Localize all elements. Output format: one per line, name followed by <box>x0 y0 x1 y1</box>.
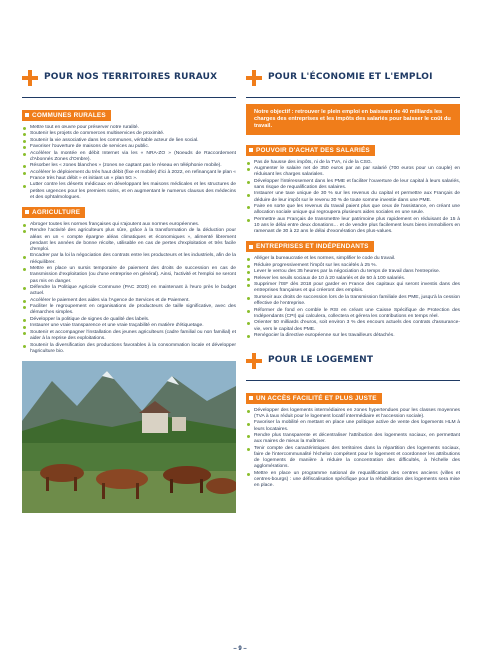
square-icon <box>249 245 253 249</box>
subheading-communes-rurales <box>22 110 111 121</box>
list-item: Mettre en place un programme national de requalification des centres anciens (villes et centres-bourgs) : une défiscalisation spécifique pour la réhabilitation des logements sera mise en place. <box>246 471 460 490</box>
list-item: Soutenir les projets de commerces multiservices de proximité. <box>22 131 236 137</box>
page-number: – 9 – <box>233 646 247 652</box>
subheading-agriculture <box>22 207 85 218</box>
section-title: POUR L'ÉCONOMIE ET L'EMPLOI <box>268 72 433 82</box>
plus-icon <box>246 353 262 369</box>
list-item: Accélérer le paiement des aides via l'Agence de Services et de Paiement. <box>22 298 236 304</box>
list-item: Résorber les « zones blanches » (zones ne captant pas le réseau en téléphonie mobile). <box>22 163 236 169</box>
square-icon <box>25 113 29 117</box>
right-column <box>246 58 460 490</box>
square-icon <box>249 396 253 400</box>
list-item: Réduire progressivement l'impôt sur les sociétés à 25 %. <box>246 263 460 269</box>
section-title: POUR NOS TERRITOIRES RURAUX <box>44 72 218 82</box>
list-item: Abroger toutes les normes françaises qui s'ajoutent aux normes européennes. <box>22 222 236 228</box>
left-column <box>22 58 236 513</box>
section-header-economie <box>246 58 460 98</box>
list-item: Accélérer la montée en débit Internet via les « NRA-ZO » (Noeuds de Raccordement d'Abonnés Zones d'Ombre). <box>22 151 236 163</box>
list-item: Mettre en place un sursis temporaire de paiement des droits de succession en cas de transmission d'exploitation (ou d'une entreprise en général). Ainsi, l'activité et l'emploi ne seront pas mis en danger. <box>22 266 236 285</box>
list-item: Développer la politique de signes de qualité des labels. <box>22 317 236 323</box>
subheading-label: POUVOIR D'ACHAT DES SALARIÉS <box>256 146 370 154</box>
pouvoir-list <box>246 160 460 236</box>
list-item: Instaurer une taxe unique de 30 % sur les revenus du capital et permettre aux Français de déduire de leur impôt sur le revenu 30 % de toute somme investie dans une PME. <box>246 191 460 203</box>
list-item: Orienter 50 milliards d'euros, soit environ 3 % des encours actuels des contrats d'assurance-vie, vers le capital des PME. <box>246 320 460 332</box>
list-item: Faciliter le regroupement en organisations de producteurs de taille significative, avec des démarches simples. <box>22 304 236 316</box>
objective-box: Notre objectif : retrouver le plein emploi en baissant de 40 milliards les charges des entreprises et les impôts des salariés pour baisser le coût du travail. <box>246 104 460 135</box>
list-item: Soutenir et accompagner l'installation des jeunes agriculteurs (cadre familial ou non familial) et aider à la reprise des exploitations. <box>22 330 236 342</box>
list-item: Augmenter le salaire net de 350 euros par an par salarié (700 euros pour un couple) en réduisant les charges salariales. <box>246 166 460 178</box>
square-icon <box>25 210 29 214</box>
subheading-label: AGRICULTURE <box>32 208 81 216</box>
subheading-pouvoir-achat <box>246 145 375 156</box>
list-item: Alléger la bureaucratie et les normes, simplifier le code du travail. <box>246 256 460 262</box>
list-item: Supprimer l'ISF dès 2018 pour garder en France des capitaux qui seront investis dans des entreprises françaises et qui créeront des emplois. <box>246 282 460 294</box>
list-item: Encadrer par la loi la négociation des contrats entre les producteurs et les industriels, afin de la rééquilibrer. <box>22 253 236 265</box>
list-item: Instaurer une vraie transparence et une vraie traçabilité en matière d'étiquetage. <box>22 323 236 329</box>
rurales-list <box>22 125 236 202</box>
subheading-entreprises <box>246 241 374 252</box>
list-item: Mettre tout en œuvre pour préserver notre ruralité. <box>22 125 236 131</box>
section-header-rural <box>22 58 236 98</box>
list-item: Faire en sorte que les revenus du travail paient plus que ceux de l'assistance, en créant une allocation sociale unique qui regroupera plusieurs aides sociales en une seule. <box>246 204 460 216</box>
list-item: Développer l'intéressement dans les PME et faciliter l'ouverture de leur capital à leurs salariés, sans risque de requalification des salaires. <box>246 179 460 191</box>
photo-illustration <box>22 361 236 513</box>
list-item: Favoriser l'ouverture de maisons de services au public. <box>22 144 236 150</box>
list-item: Permettre aux Français de transmettre leur patrimoine plus rapidement en réduisant de 15 à 10 ans le délai entre deux donations… et de vendre plus facilement leurs biens immobiliers en ramenant de 30 à 22 ans le délai d'exonération des plus-values. <box>246 217 460 236</box>
logement-list <box>246 408 460 490</box>
plus-icon <box>246 70 262 86</box>
cattle-pasture-photo <box>22 361 236 513</box>
section-header-logement <box>246 341 460 381</box>
list-item: Rendre plus transparente et décentraliser l'attribution des logements sociaux, en permettant aux maires de mieux la maîtriser. <box>246 433 460 445</box>
subheading-acces-logement <box>246 393 382 404</box>
square-icon <box>249 148 253 152</box>
entreprises-list <box>246 256 460 339</box>
list-item: Relever les seuils sociaux de 10 à 20 salariés et de 50 à 100 salariés. <box>246 276 460 282</box>
list-item: Accélérer le déploiement du très haut débit (fixe et mobile) d'ici à 2022, en refinançant le plan « France très haut débit » et initiant un « plan 5G ». <box>22 170 236 182</box>
list-item: Lutter contre les déserts médicaux en développant les maisons médicales et les structures de petites urgences pour les premiers soins, et en augmentant le numerus clausus des médecins et des ophtalmologues. <box>22 182 236 201</box>
list-item: Tenir compte des caractéristiques des territoires dans la répartition des logements sociaux, faire de l'intercommunalité l'échelon compétent pour le logement et coordonner les attributions de logements de manière à réduire la concentration des difficultés, à l'échelle des agglomérations. <box>246 446 460 471</box>
list-item: Soutenir la diversification des productions favorables à la consommation locale et développer l'agriculture bio. <box>22 343 236 355</box>
list-item: Développer des logements intermédiaires en zones hypertendues pour les classes moyennes (TVA à taux réduit pour le logement locatif intermédiaire et l'accession sociale). <box>246 408 460 420</box>
subheading-label: ENTREPRISES ET INDÉPENDANTS <box>256 243 369 251</box>
list-item: Lever le verrou des 35 heures par la négociation du temps de travail dans l'entreprise. <box>246 269 460 275</box>
agriculture-list <box>22 222 236 355</box>
list-item: Favoriser la mobilité en mettant en place une politique active de vente des logements HLM à leurs locataires. <box>246 420 460 432</box>
subheading-label: UN ACCÈS FACILITÉ ET PLUS JUSTE <box>256 394 377 402</box>
list-item: Surseoir aux droits de succession lors de la transmission familiale des PME, jusqu'à la cession effective de l'entreprise. <box>246 295 460 307</box>
list-item: Pas de hausse des impôts, ni de la TVA, ni de la CSG. <box>246 160 460 166</box>
list-item: Soutenir la vie associative dans les communes, véritable acteur de lien social. <box>22 138 236 144</box>
section-title: POUR LE LOGEMENT <box>268 355 374 366</box>
list-item: Renégocier la directive européenne sur les travailleurs détachés. <box>246 333 460 339</box>
plus-icon <box>22 70 38 86</box>
list-item: Défendre la Politique Agricole Commune (PAC 2020) en maintenant à l'euro près le budget actuel. <box>22 285 236 297</box>
list-item: Réformer de fond en comble le RSI en créant une Caisse Spécifique de Protection des Indépendants (CPI) qui calculera, collectera et gérera les contributions en temps réel. <box>246 308 460 320</box>
subheading-label: COMMUNES RURALES <box>32 111 106 119</box>
list-item: Rendre l'activité des agriculteurs plus sûre, grâce à la transformation de la déduction pour aléas en un « compte épargne aléas climatiques et économiques », alimenté librement pendant les années de bonne récolte, utilisable en cas de pertes d'exploitation et très facile d'emploi. <box>22 228 236 253</box>
